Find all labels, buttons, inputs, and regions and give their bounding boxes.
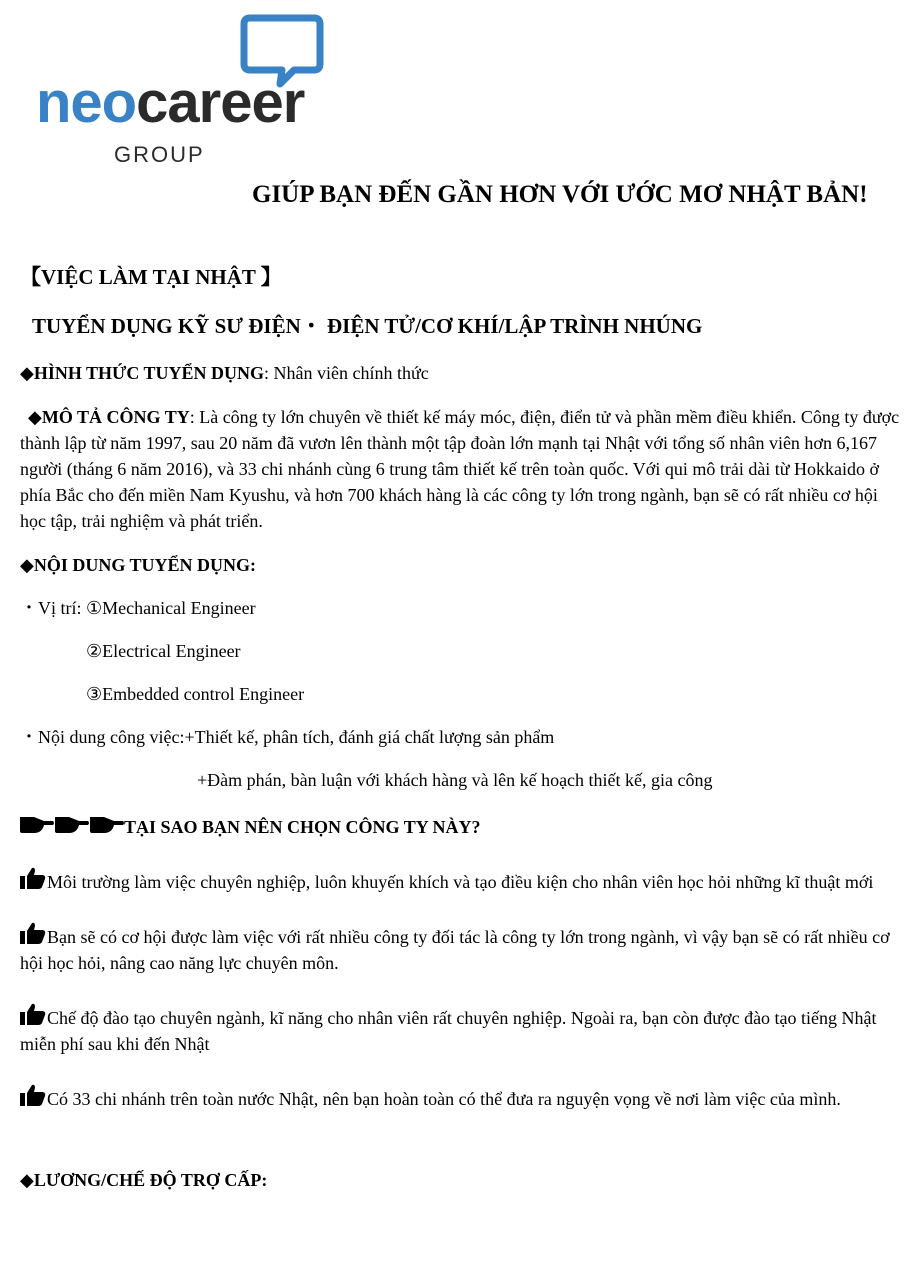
company-logo (36, 12, 326, 167)
thumbs-up-icon (20, 1003, 46, 1025)
reason-item (20, 867, 900, 895)
pointing-hands-icon (20, 813, 124, 842)
recruit-label: ◆NỘI DUNG TUYỂN DỤNG: (20, 555, 257, 575)
company-description (20, 404, 900, 534)
position-item: ①Mechanical Engineer (86, 598, 256, 618)
position-item: ③Embedded control Engineer (86, 684, 305, 704)
task-item: +Đàm phán, bàn luận với khách hàng và lên kế hoạch thiết kế, gia công (197, 770, 713, 790)
position-line-1 (20, 595, 900, 621)
document-body (20, 178, 900, 1193)
company-text: : Là công ty lớn chuyên về thiết kế máy móc, điện, điển tử và phần mềm điều khiển. Công ty được thành lập từ năm 1997, sau 20 năm đã vươn lên thành một tập đoàn lớn mạnh tại Nhật với tổng số nhân viên hơn 6,167 người (tháng 6 năm 2016), và 33 chi nhánh cùng 6 trung tâm thiết kế trên toàn quốc. Với qui mô trải dài từ Hokkaido ở phía Bắc cho đến miền Nam Kyushu, và hơn 700 khách hàng là các công ty lớn trong ngành, bạn sẽ có rất nhiều cơ hội học tập, trải nghiệm và phát triển. (20, 407, 900, 531)
reason-text: Chế độ đào tạo chuyên ngành, kĩ năng cho nhân viên rất chuyên nghiệp. Ngoài ra, bạn còn được đào tạo tiếng Nhật miễn phí sau khi đến Nhật (20, 1008, 877, 1054)
logo-neo: neo (36, 70, 137, 135)
section-title: 【VIỆC LÀM TẠI NHẬT 】 (20, 265, 282, 289)
job-title: TUYỂN DỤNG KỸ SƯ ĐIỆN・ ĐIỆN TỬ/CƠ KHÍ/LẬP TRÌNH NHÚNG (32, 314, 703, 338)
reason-item (20, 1003, 900, 1057)
reason-text: Bạn sẽ có cơ hội được làm việc với rất nhiều công ty đối tác là công ty lớn trong ngành, vì vậy bạn sẽ có rất nhiều cơ hội học hỏi, nâng cao năng lực chuyên môn. (20, 927, 890, 973)
tasks-label: ・Nội dung công việc: (20, 727, 185, 747)
why-title: TẠI SAO BẠN NÊN CHỌN CÔNG TY NÀY? (124, 817, 481, 837)
reason-text: Có 33 chi nhánh trên toàn nước Nhật, nên bạn hoàn toàn có thể đưa ra nguyện vọng về nơi làm việc của mình. (47, 1089, 841, 1109)
task-item: +Thiết kế, phân tích, đánh giá chất lượng sản phẩm (184, 727, 555, 747)
logo-wordmark (36, 70, 305, 135)
why-heading (20, 813, 900, 842)
thumbs-up-icon (20, 1084, 46, 1106)
position-item: ②Electrical Engineer (86, 641, 241, 661)
employment-value: : Nhân viên chính thức (264, 363, 429, 383)
thumbs-up-icon (20, 867, 46, 889)
reason-text: Môi trường làm việc chuyên nghiệp, luôn khuyến khích và tạo điều kiện cho nhân viên học hỏi những kĩ thuật mới (47, 872, 874, 892)
logo-group: GROUP (114, 142, 205, 167)
reason-item (20, 1084, 900, 1112)
employment-label: ◆HÌNH THỨC TUYỂN DỤNG (20, 363, 265, 383)
thumbs-up-icon (20, 922, 46, 944)
salary-label: ◆LƯƠNG/CHẾ ĐỘ TRỢ CẤP: (20, 1170, 268, 1190)
headline: GIÚP BẠN ĐẾN GẦN HƠN VỚI ƯỚC MƠ NHẬT BẢN! (252, 181, 868, 208)
company-label: ◆MÔ TẢ CÔNG TY (28, 407, 190, 427)
logo-career: career (136, 70, 305, 135)
tasks-line-1 (20, 724, 900, 750)
position-label: ・Vị trí: (20, 598, 86, 618)
reason-item (20, 922, 900, 976)
employment-type (20, 360, 900, 386)
